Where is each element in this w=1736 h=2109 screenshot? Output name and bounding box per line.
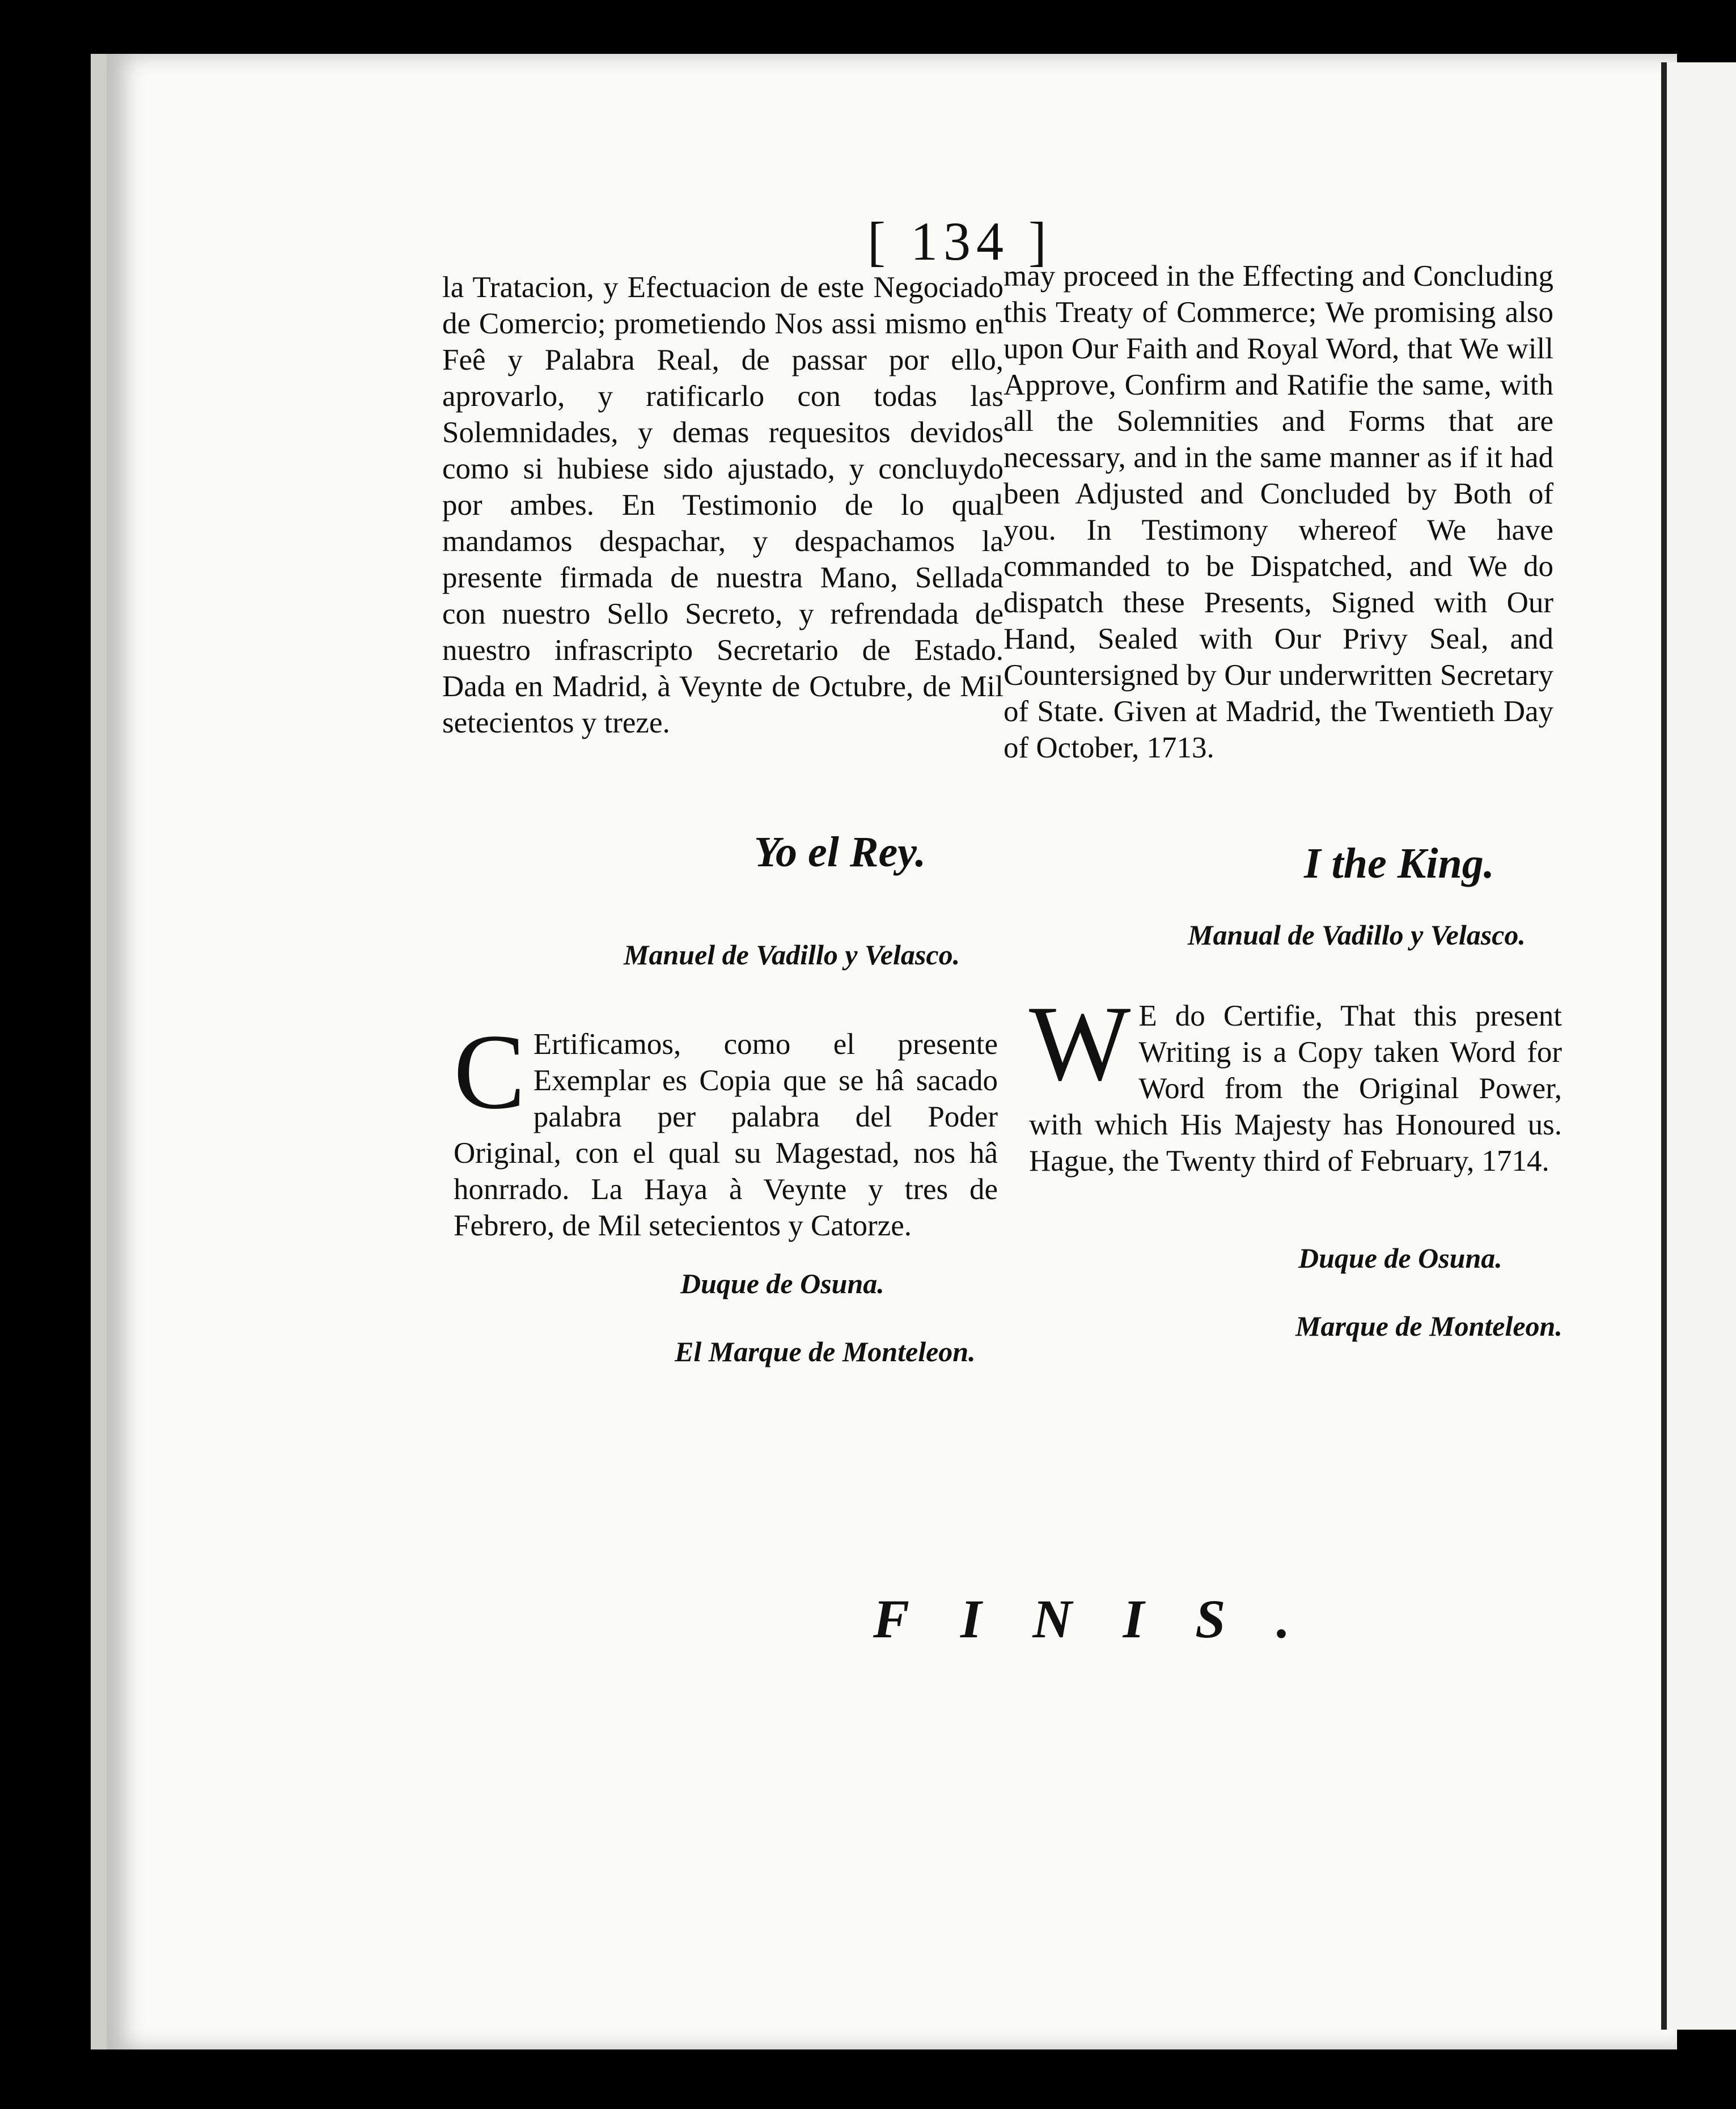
spanish-drop-cap: C: [454, 1013, 526, 1132]
spanish-marque-signature: El Marque de Monteleon.: [675, 1336, 976, 1367]
english-certification: [1029, 984, 1562, 1179]
page-number: [ 134 ]: [867, 211, 1052, 272]
finis-heading: FINIS.: [873, 1589, 1341, 1649]
english-royal-signature: I the King.: [1304, 840, 1494, 887]
english-text-column: [1004, 258, 1553, 766]
english-body-text: may proceed in the Effecting and Concluding this Treaty of Commerce; We promising also upon Our Faith and Royal Word, that We will Approve, Confirm and Ratifie the same, with all the Solemnities and Forms that are necessary, and in the same manner as if it had been Adjusted and Concluded by Both of you. In Testimony whereof We have commanded to be Dispatched, and We do dispatch these Presents, Signed with Our Hand, Sealed with Our Privy Seal, and Countersigned by Our underwritten Secretary of State. Given at Madrid, the Twentieth Day of October, 1713.: [1004, 260, 1553, 764]
spanish-certification-text: Ertificamos, como el presente Exemplar es Copia que se hâ sacado palabra per palabra del Poder Original, con el qual su Magestad, nos hâ honrrado. La Haya à Veynte y tres de Febrero, de Mil setecientos y Catorze.: [454, 1028, 998, 1242]
spanish-text-column: [442, 269, 1004, 741]
adjacent-page-edge: [1661, 62, 1736, 2030]
spanish-secretary-signature: Manuel de Vadillo y Velasco.: [624, 939, 960, 971]
spanish-duque-signature: Duque de Osuna.: [680, 1268, 884, 1299]
spanish-body-text: la Tratacion, y Efectuacion de este Negociado de Comercio; prometiendo Nos assi mismo en Feê y Palabra Real, de passar por ello, aprovarlo, y ratificarlo con todas las Solemnidades, y demas requesitos devidos como si hubiese sido ajustado, y concluydo por ambes. En Testimonio de lo qual mandamos despachar, y despachamos la presente firmada de nuestra Mano, Sellada con nuestro Sello Secreto, y refrendada de nuestro infrascripto Secretario de Estado. Dada en Madrid, à Veynte de Octubre, de Mil setecientos y treze.: [442, 271, 1004, 739]
english-duque-signature: Duque de Osuna.: [1298, 1242, 1502, 1274]
english-certification-text: E do Certifie, That this present Writing is a Copy taken Word for Word from the Original Power, with which His Majesty has Honoured us. Hague, the Twenty third of February, 1714.: [1029, 1000, 1562, 1178]
spanish-certification: [454, 1013, 998, 1244]
english-drop-cap: W: [1029, 984, 1131, 1103]
spanish-royal-signature: Yo el Rey.: [754, 828, 926, 876]
english-marque-signature: Marque de Monteleon.: [1295, 1310, 1563, 1342]
english-secretary-signature: Manual de Vadillo y Velasco.: [1188, 919, 1526, 951]
